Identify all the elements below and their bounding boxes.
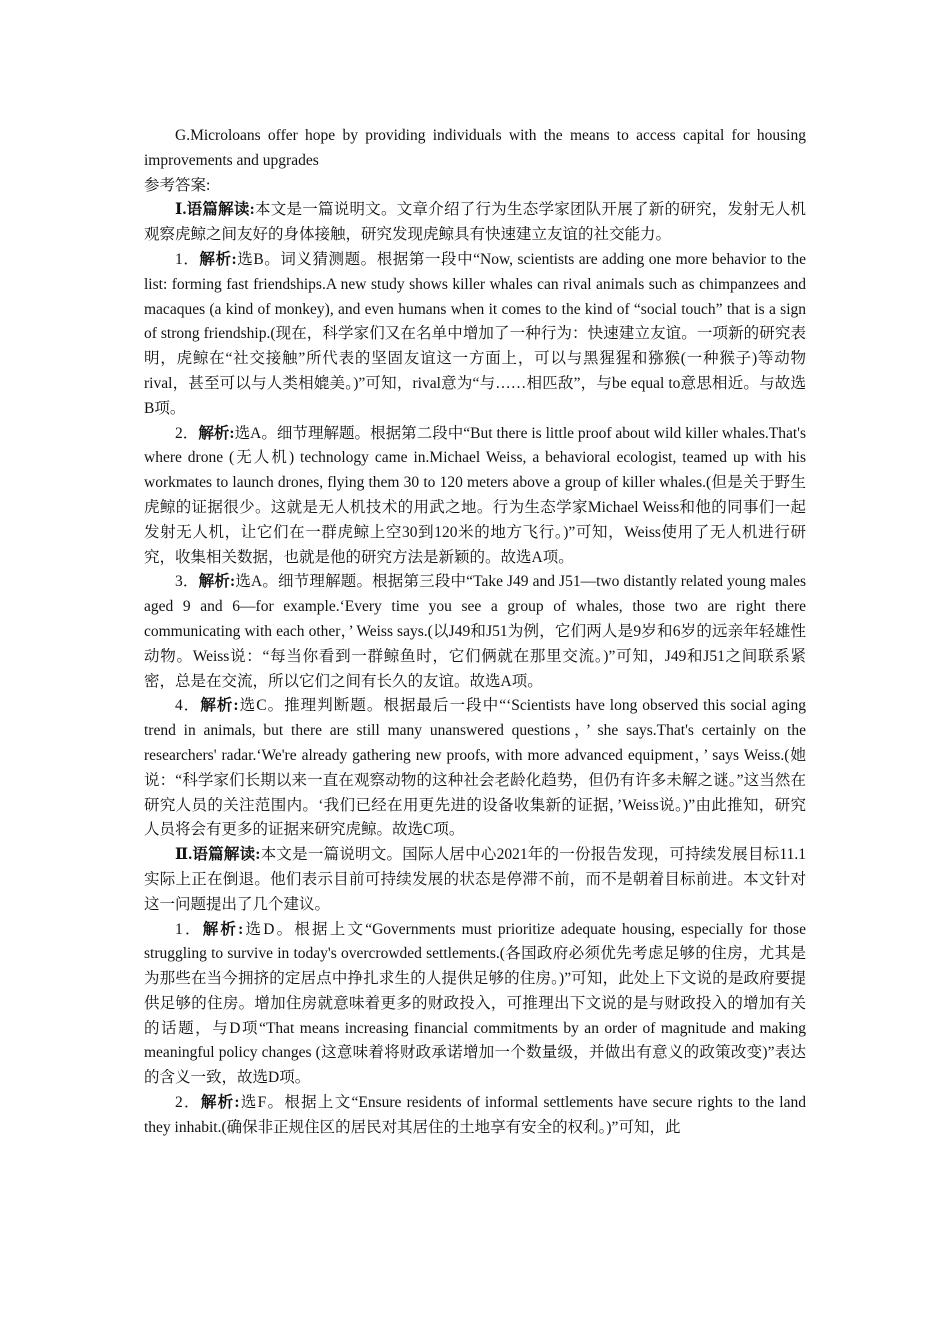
item-label: 解析: [198,573,236,591]
item-label: 解析: [198,424,235,442]
item-number: 4． [175,697,201,715]
item-text: 选F。根据上文“Ensure residents of informal settlements have secure rights to the land they inhabit.(确保非正规住区的居民对其居住的土地享有安全的权利。)”可知，此 [144,1094,806,1136]
document-page [144,124,806,1141]
item-number: 2． [175,424,199,442]
item-text: 选A。细节理解题。根据第三段中“Take J49 and J51—two distantly related young males aged 9 and 6—for example.‘Every time you see a group of whales, those two are right there communicating with each other，’ Weiss says.(以J49和J51为例，它们两人是9岁和6岁的远亲年轻雄性动物。Weiss说：“每当你看到一群鲸鱼时，它们俩就在那里交流。)”可知，J49和J51之间联系紧密，总是在交流，所以它们之间有长久的友谊。故选A项。 [144,573,806,690]
item-number: 1． [175,250,200,268]
item-text: 选D。根据上文“Governments must prioritize adequate housing, especially for those struggling to survive in today's overcrowded settlements.(各国政府必须优先考虑足够的住房，尤其是为那些在当今拥挤的定居点中挣扎求生的人提供足够的住房。)”可知，此处上下文说的是政府要提供足够的住房。增加住房就意味着更多的财政投入，可推理出下文说的是与财政投入的增加有关的话题，与D项“That means increasing financial commitments by an order of magnitude and making meaningful policy changes (这意味着将财政承诺增加一个数量级，并做出有意义的政策改变)”表达的含义一致，故选D项。 [144,920,806,1087]
item-label: 解析: [199,250,237,268]
passage1-item-3 [144,570,806,694]
passage1-text: 本文是一篇说明文。文章介绍了行为生态学家团队开展了新的研究，发射无人机观察虎鲸之间友好的身体接触，研究发现虎鲸具有快速建立友谊的社交能力。 [144,201,806,244]
passage2-text: 本文是一篇说明文。国际人居中心2021年的一份报告发现，可持续发展目标11.1实际上正在倒退。他们表示目前可持续发展的状态是停滞不前，而不是朝着目标前进。本文针对这一问题提出了几个建议。 [144,846,806,913]
item-text: 选C。推理判断题。根据最后一段中“‘Scientists have long observed this social aging trend in animals, but there are still many unanswered questions，’ she says.That's certainly on the researchers' radar.‘We're already gathering new proofs, with more advanced equipment，’ says Weiss.(她说：“科学家们长期以来一直在观察动物的这种社会老龄化趋势，但仍有许多未解之谜。”这当然在研究人员的关注范围内。‘我们已经在用更先进的设备收集新的证据，’Weiss说。)”由此推知，研究人员将会有更多的证据来研究虎鲸。故选C项。 [144,697,806,839]
answers-heading: 参考答案: [144,176,211,194]
passage2-label: Ⅱ.语篇解读: [175,846,261,864]
item-label: 解析: [202,920,244,938]
item-number: 1． [175,920,203,938]
passage2-item-2 [144,1091,806,1141]
item-text: 选A。细节理解题。根据第二段中“But there is little proof about wild killer whales.That's where drone (无人机) technology came in.Michael Weiss, a behavioral ecologist, teamed up with his workmates to launch drones, flying them 30 to 120 meters above a group of killer whales.(但是关于野生虎鲸的证据很少。这就是无人机技术的用武之地。行为生态学家Michael Weiss和他的同事们一起发射无人机，让它们在一群虎鲸上空30到120米的地方飞行。)”可知，Weiss使用了无人机进行研究，收集相关数据，也就是他的研究方法是新颖的。故选A项。 [144,424,806,566]
item-label: 解析: [200,1094,240,1112]
passage1-item-2 [144,422,806,571]
passage1-summary [144,198,806,248]
passage1-label: Ⅰ.语篇解读: [175,201,255,219]
item-text: 选B。词义猜测题。根据第一段中“Now, scientists are adding one more behavior to the list: forming fast friendships.A new study shows killer whales can rival animals such as chimpanzees and macaques (a kind of monkey), and even humans when it comes to the kind of “social touch” that is a sign of strong friendship.(现在，科学家们又在名单中增加了一种行为：快速建立友谊。一项新的研究表明，虎鲸在“社交接触”所代表的坚固友谊这一方面上，可以与黑猩猩和猕猴(一种猴子)等动物rival，甚至可以与人类相媲美。)”可知，rival意为“与……相匹敌”，与be equal to意思相近。与故选B项。 [144,250,806,417]
passage1-item-1 [144,248,806,422]
passage2-item-1 [144,918,806,1092]
item-number: 3． [175,573,199,591]
option-g: G.Microloans offer hope by providing individuals with the means to access capital for housing improvements and upgrades [144,127,806,169]
passage1-item-4 [144,694,806,843]
item-number: 2． [175,1094,201,1112]
item-label: 解析: [200,697,239,715]
passage2-summary [144,843,806,917]
